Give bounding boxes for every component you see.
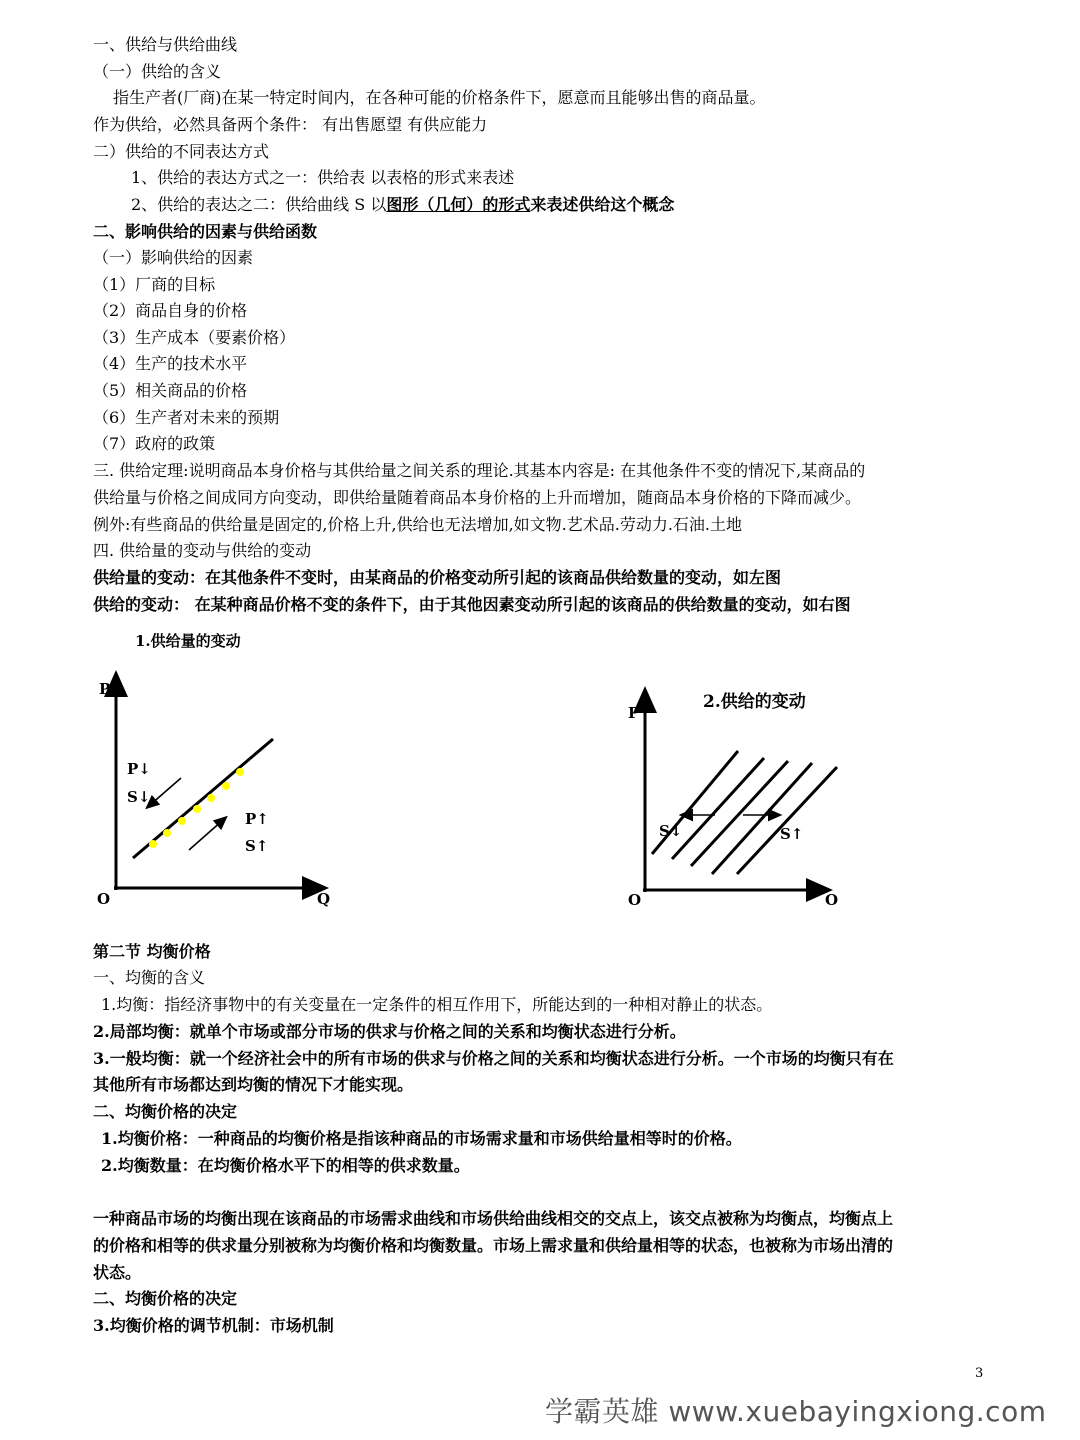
- equilibrium-paragraph-line2: 的价格和相等的供求量分别被称为均衡价格和均衡数量。市场上需求量和供给量相等的状态，也被称为市场出清的: [93, 1236, 894, 1255]
- figure2-axis-p: P: [628, 704, 640, 722]
- section1-sub2: 二）供给的不同表达方式: [93, 142, 270, 161]
- figure1-label-p-up: P↑: [245, 810, 269, 828]
- figure1-label-s-up: S↑: [245, 837, 269, 855]
- equilibrium-paragraph-line1: 一种商品市场的均衡出现在该商品的市场需求曲线和市场供给曲线相交的交点上，该交点被称为均衡点，均衡点上: [93, 1209, 894, 1228]
- section1-title: 一、供给与供给曲线: [93, 35, 238, 54]
- supply-change-definition: 供给的变动： 在某种商品价格不变的条件下，由于其他因素变动所引起的该商品的供给数量的变动，如右图: [93, 595, 851, 614]
- figure1-title: 1.供给量的变动: [135, 632, 241, 650]
- section2-title: 二、影响供给的因素与供给函数: [93, 222, 318, 241]
- supply-way2-b: 图形（几何）的形式: [386, 195, 531, 214]
- equilibrium-quantity: 2.均衡数量：在均衡价格水平下的相等的供求数量。: [101, 1156, 470, 1175]
- figure2-axis-o: O: [628, 891, 642, 909]
- supply-way2-c: 来表述供给这个概念: [530, 195, 675, 214]
- supply-law-line2: 供给量与价格之间成同方向变动，即供给量随着商品本身价格的上升而增加，随商品本身价格的下降而减少。: [93, 488, 862, 507]
- figure1-diagram: [95, 672, 355, 912]
- figure2-supply-curve: [712, 763, 812, 874]
- figure2-label-s-up: S↑: [780, 825, 804, 843]
- section2-sub1: （一）影响供给的因素: [93, 248, 254, 267]
- equilibrium-definition: 1.均衡：指经济事物中的有关变量在一定条件的相互作用下，所能达到的一种相对静止的状态。: [101, 995, 773, 1014]
- section1-sub1: （一）供给的含义: [93, 62, 222, 81]
- equilibrium-paragraph-line3: 状态。: [93, 1263, 142, 1282]
- figure2-supply-curve: [691, 761, 788, 866]
- general-equilibrium-line1: 3.一般均衡：就一个经济社会中的所有市场的供求与价格之间的关系和均衡状态进行分析。一个市场的均衡只有在: [93, 1049, 894, 1068]
- supply-definition: 指生产者(厂商)在某一特定时间内，在各种可能的价格条件下，愿意而且能够出售的商品量。: [113, 88, 766, 107]
- figure1-down-arrow: [150, 778, 181, 805]
- figure1-up-arrow: [189, 820, 223, 850]
- figure1-points: [149, 768, 244, 848]
- point: [236, 768, 244, 776]
- point: [222, 782, 230, 790]
- figure1-axis-o: O: [97, 890, 111, 908]
- point: [163, 829, 171, 837]
- supply-way2-a: 2、供给的表达之二：供给曲线 S 以: [131, 195, 387, 214]
- figure1-label-p-down: P↓: [127, 760, 151, 778]
- factor-item: （5）相关商品的价格: [93, 381, 248, 400]
- price-mechanism: 3.均衡价格的调节机制：市场机制: [93, 1316, 334, 1335]
- watermark: 学霸英雄 www.xuebayingxiong.com: [545, 1395, 1047, 1428]
- supply-conditions: 作为供给，必然具备两个条件： 有出售愿望 有供应能力: [93, 115, 488, 134]
- equilibrium-price: 1.均衡价格：一种商品的均衡价格是指该种商品的市场需求量和市场供给量相等时的价格。: [101, 1129, 742, 1148]
- factor-item: （3）生产成本（要素价格）: [93, 328, 296, 347]
- chapter2-sub2: 二、均衡价格的决定: [93, 1102, 238, 1121]
- chapter2-sub1: 一、均衡的含义: [93, 968, 206, 987]
- quantity-change-definition: 供给量的变动：在其他条件不变时，由某商品的价格变动所引起的该商品供给数量的变动，如左图: [93, 568, 782, 587]
- figure1-axis-q: Q: [317, 890, 331, 908]
- point: [207, 794, 215, 802]
- factor-item: （7）政府的政策: [93, 434, 216, 453]
- point: [193, 805, 201, 813]
- general-equilibrium-line2: 其他所有市场都达到均衡的情况下才能实现。: [93, 1075, 414, 1094]
- figure1-label-s-down: S↓: [127, 788, 151, 806]
- factor-item: （1）厂商的目标: [93, 275, 216, 294]
- factor-item: （4）生产的技术水平: [93, 354, 248, 373]
- supply-way1: 1、供给的表达方式之一：供给表 以表格的形式来表述: [131, 168, 515, 187]
- figure2-diagram: [625, 688, 875, 918]
- supply-way2: [131, 194, 674, 216]
- chapter2-sub3: 二、均衡价格的决定: [93, 1289, 238, 1308]
- supply-law-exception: 例外:有些商品的供给量是固定的,价格上升,供给也无法增加,如文物.艺术品.劳动力.石油.土地: [93, 515, 742, 534]
- figure2-label-s-down: S↓: [659, 822, 683, 840]
- point: [149, 840, 157, 848]
- factor-item: （2）商品自身的价格: [93, 301, 248, 320]
- chapter2-title: 第二节 均衡价格: [93, 942, 211, 961]
- supply-law-line1: 三. 供给定理:说明商品本身价格与其供给量之间关系的理论.其基本内容是: 在其他条件不变的情况下,某商品的: [93, 461, 866, 480]
- figure2-supply-curve: [737, 767, 837, 874]
- figure2-title: 2.供给的变动: [703, 692, 806, 712]
- point: [178, 817, 186, 825]
- figure2-axis-q: O: [825, 891, 839, 909]
- factor-item: （6）生产者对未来的预期: [93, 408, 280, 427]
- figure1-axis-p: P: [99, 680, 111, 698]
- section4-title: 四. 供给量的变动与供给的变动: [93, 541, 312, 560]
- page-number: 3: [975, 1366, 984, 1381]
- partial-equilibrium: 2.局部均衡：就单个市场或部分市场的供求与价格之间的关系和均衡状态进行分析。: [93, 1022, 686, 1041]
